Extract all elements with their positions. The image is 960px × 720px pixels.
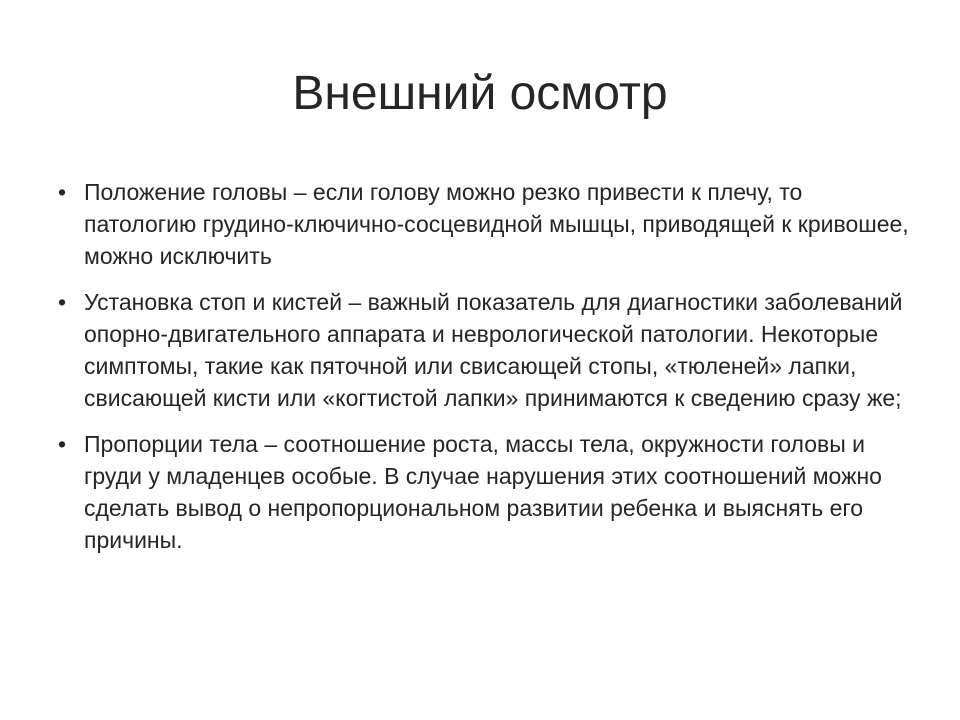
bullet-item-feet-hands <box>58 286 914 414</box>
bullet-list <box>58 176 914 570</box>
bullet-text: Положение головы – если голову можно резко привести к плечу, то патологию грудино-ключично-сосцевидной мышцы, приводящей к кривошее, можно исключить <box>84 179 909 269</box>
bullet-item-head-position <box>58 176 914 272</box>
bullet-item-body-proportions <box>58 428 914 556</box>
bullet-marker: • <box>58 431 67 457</box>
bullet-marker: • <box>58 179 67 205</box>
bullet-text: Установка стоп и кистей – важный показатель для диагностики заболеваний опорно-двигательного аппарата и неврологической патологии. Некоторые симптомы, такие как пяточной или свисающей стопы, «тюленей» лапки, свисающей кисти или «когтистой лапки» принимаются к сведению сразу же; <box>84 289 903 411</box>
bullet-marker: • <box>58 289 67 315</box>
slide-title: Внешний осмотр <box>292 67 668 120</box>
bullet-text: Пропорции тела – соотношение роста, массы тела, окружности головы и груди у младенцев особые. В случае нарушения этих соотношений можно сделать вывод о непропорциональном развитии ребенка и выяснять его причины. <box>84 431 882 553</box>
